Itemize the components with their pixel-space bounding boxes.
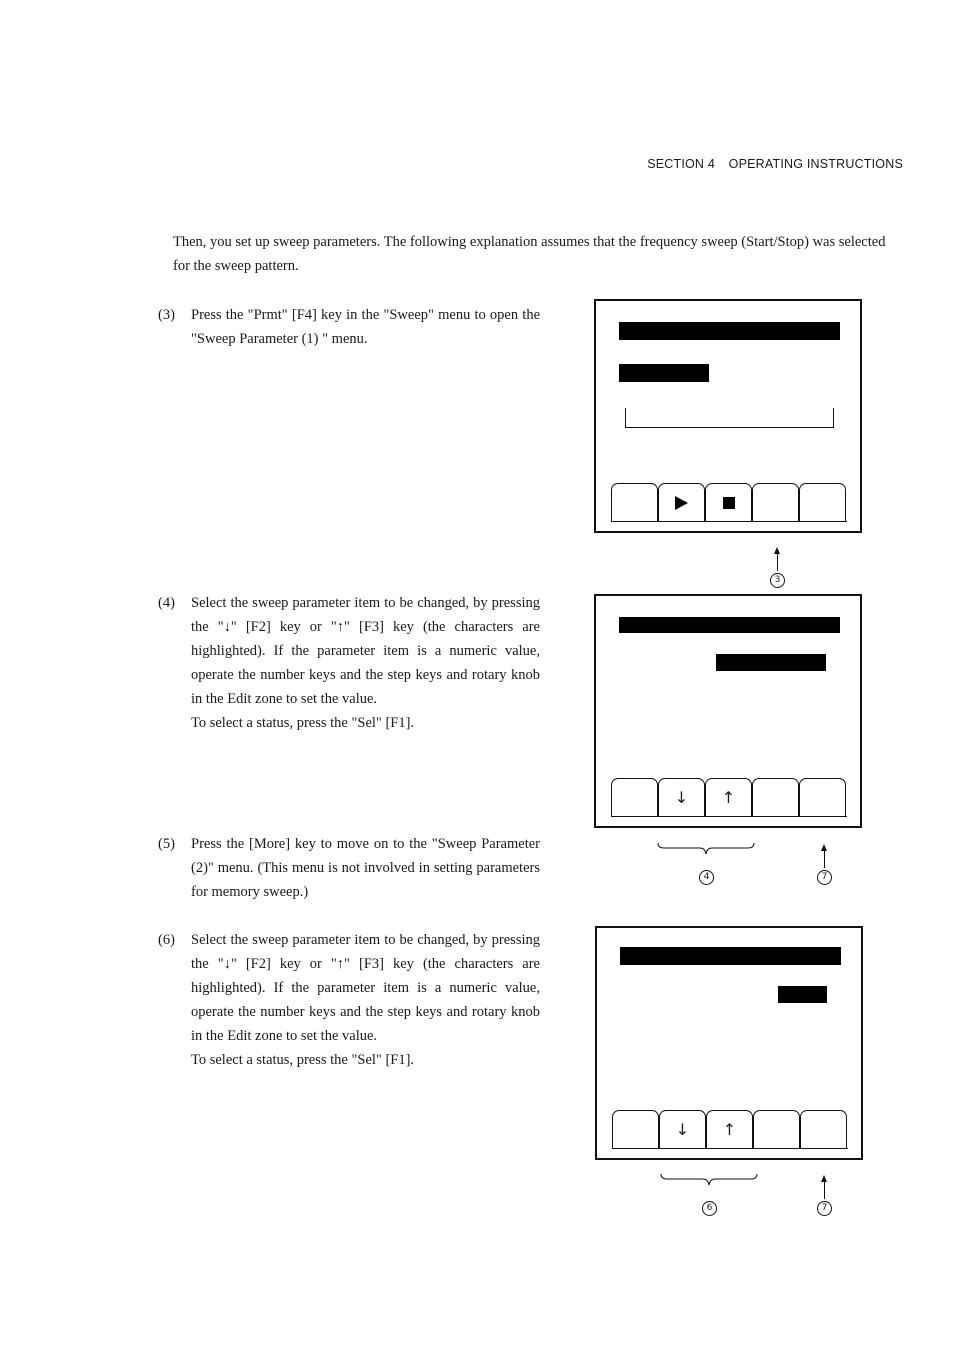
play-icon [675, 496, 688, 510]
section-title: OPERATING INSTRUCTIONS [728, 157, 903, 171]
step-text: Select the sweep parameter item to be changed, by pressing the "↓" [F2] key or "↑" [F3] key (the characters are highlighted). If the parameter item is a numeric value, operate the number keys and the step keys and rotary knob in the Edit zone to set the value. [191, 595, 540, 707]
title-bar [619, 322, 840, 340]
step-text: Press the "Prmt" [F4] key in the "Sweep" menu to open the "Sweep Parameter (1) " menu. [191, 307, 540, 347]
step-text: Select the sweep parameter item to be changed, by pressing the "↓" [F2] key or "↑" [F3] key (the characters are highlighted). If the parameter item is a numeric value, operate the number keys and the step keys and rotary knob in the Edit zone to set the value. [191, 932, 540, 1044]
callout-3: 3 [770, 573, 785, 588]
f4-key[interactable] [753, 1110, 800, 1148]
function-keys [612, 1110, 848, 1149]
f3-key[interactable] [705, 483, 752, 521]
up-arrow-icon: ↑ [722, 1120, 737, 1139]
highlight-bar [778, 986, 827, 1003]
edit-frame [625, 408, 834, 428]
step-6 [158, 928, 540, 1072]
f5-key[interactable] [799, 778, 846, 816]
arrow-shaft [824, 849, 825, 868]
f5-key[interactable] [800, 1110, 847, 1148]
f3-key-up[interactable] [706, 1110, 753, 1148]
callout-7: 7 [817, 1201, 832, 1216]
f5-key[interactable] [799, 483, 846, 521]
f4-key[interactable] [752, 483, 799, 521]
step-number: (4) [158, 595, 175, 611]
step-number: (5) [158, 836, 175, 852]
screen-sweep-parameter-1-select [594, 594, 862, 828]
callout-4: 4 [699, 870, 714, 885]
step-text: To select a status, press the "Sel" [F1]. [191, 715, 415, 731]
title-bar [620, 947, 841, 965]
f3-key-up[interactable] [705, 778, 752, 816]
callout-7: 7 [817, 870, 832, 885]
function-keys [611, 483, 847, 522]
down-arrow-icon: ↓ [674, 788, 689, 807]
step-4 [158, 591, 540, 735]
f4-key[interactable] [752, 778, 799, 816]
down-arrow-icon: ↓ [675, 1120, 690, 1139]
function-keys [611, 778, 847, 817]
up-arrow-icon: ↑ [721, 788, 736, 807]
f2-key[interactable] [658, 483, 705, 521]
arrow-shaft [824, 1180, 825, 1199]
brace-icon [659, 1173, 759, 1187]
step-number: (3) [158, 307, 175, 323]
step-3 [158, 303, 540, 351]
f1-key[interactable] [611, 778, 658, 816]
f2-key-down[interactable] [658, 778, 705, 816]
arrow-shaft [777, 552, 778, 571]
stop-icon [723, 497, 735, 509]
section-header [647, 157, 903, 171]
callout-6: 6 [702, 1201, 717, 1216]
screen-sweep-parameter-2 [595, 926, 863, 1160]
highlight-bar [716, 654, 826, 671]
f1-key[interactable] [611, 483, 658, 521]
brace-icon [656, 842, 756, 856]
f2-key-down[interactable] [659, 1110, 706, 1148]
f1-key[interactable] [612, 1110, 659, 1148]
step-text: To select a status, press the "Sel" [F1]. [191, 1052, 415, 1068]
step-text: Press the [More] key to move on to the "Sweep Parameter (2)" menu. (This menu is not involved in setting parameters for memory sweep.) [191, 836, 540, 900]
step-number: (6) [158, 932, 175, 948]
title-bar [619, 617, 840, 633]
screen-sweep-parameter-1 [594, 299, 862, 533]
section-number: SECTION 4 [647, 157, 715, 171]
intro-paragraph: Then, you set up sweep parameters. The following explanation assumes that the frequency sweep (Start/Stop) was selected for the sweep pattern. [173, 234, 886, 274]
step-5 [158, 832, 540, 904]
highlight-bar [619, 364, 709, 382]
